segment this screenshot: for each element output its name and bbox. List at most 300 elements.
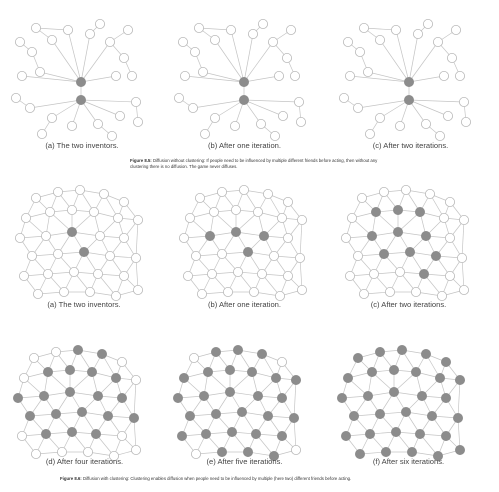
inactive-node [31,23,40,32]
inactive-node [133,117,142,126]
active-node [185,411,194,420]
inactive-node [31,193,40,202]
edge [136,220,138,258]
inactive-node [133,285,142,294]
inactive-node [35,67,44,76]
inactive-node [11,93,20,102]
active-node [379,249,388,258]
active-node [239,95,248,104]
inactive-node [188,103,197,112]
active-node [173,393,182,402]
figure-caption-8-5 [130,158,380,170]
edge [81,76,116,82]
figure-caption-8-6 [60,476,460,482]
inactive-node [353,251,362,260]
inactive-node [282,53,291,62]
inactive-node [363,67,372,76]
active-node [91,429,100,438]
tree-network-c [339,19,470,140]
active-node [435,373,444,382]
inactive-node [99,189,108,198]
inactive-node [231,205,240,214]
active-node [41,429,50,438]
inactive-node [209,207,218,216]
inactive-node [461,117,470,126]
edge [215,100,244,118]
inactive-node [433,37,442,46]
active-node [421,349,430,358]
active-node [391,427,400,436]
active-node [291,375,300,384]
active-node [404,77,413,86]
inactive-node [278,111,287,120]
inactive-node [249,287,258,296]
inactive-node [291,445,300,454]
inactive-node [37,129,46,138]
panel-caption-a-cluster: (a) The two inventors. [47,300,121,309]
inactive-node [423,19,432,28]
active-node [103,411,112,420]
active-node [77,407,86,416]
active-node [65,387,74,396]
edge [68,30,81,82]
inactive-node [455,71,464,80]
inactive-node [248,29,257,38]
inactive-node [183,271,192,280]
active-node [97,349,106,358]
cluster-network-e [173,345,300,460]
edge [396,30,409,82]
active-node [393,205,402,214]
inactive-node [263,189,272,198]
inactive-node [277,357,286,366]
inactive-node [33,289,42,298]
active-node [76,77,85,86]
inactive-node [226,25,235,34]
active-node [65,365,74,374]
inactive-node [47,35,56,44]
inactive-node [253,207,262,216]
active-node [427,411,436,420]
active-node [217,447,226,456]
inactive-node [297,285,306,294]
inactive-node [207,269,216,278]
active-node [225,387,234,396]
inactive-node [191,251,200,260]
inactive-node [295,253,304,262]
active-node [393,227,402,236]
inactive-node [200,129,209,138]
active-node [79,247,88,256]
inactive-node [413,29,422,38]
inactive-node [223,287,232,296]
panel-caption-f-cluster: (f) After six iterations. [372,457,445,466]
active-node [227,427,236,436]
edge [81,100,136,102]
inactive-node [283,233,292,242]
inactive-node [185,213,194,222]
active-node [211,347,220,356]
active-node [365,429,374,438]
inactive-node [105,37,114,46]
inactive-node [345,71,354,80]
inactive-node [443,111,452,120]
panel-caption-c-cluster: (c) After two iterations. [370,300,447,309]
active-node [277,431,286,440]
inactive-node [230,121,239,130]
edge [52,100,81,118]
active-node [251,429,260,438]
active-node [117,393,126,402]
figure-label-8-6: Figure 8.6: [60,476,82,481]
inactive-node [67,121,76,130]
active-node [375,347,384,356]
active-node [421,231,430,240]
inactive-node [445,233,454,242]
inactive-node [41,231,50,240]
active-node [93,391,102,400]
inactive-node [174,93,183,102]
inactive-node [341,233,350,242]
inactive-node [283,197,292,206]
inactive-node [439,213,448,222]
inactive-node [256,119,265,128]
active-node [73,345,82,354]
inactive-node [457,253,466,262]
active-node [67,227,76,236]
inactive-node [269,251,278,260]
edge [81,34,90,82]
tree-network-a [11,19,142,140]
inactive-node [411,287,420,296]
inactive-node [217,187,226,196]
inactive-node [451,25,460,34]
active-node [199,391,208,400]
cluster-network-a [15,185,142,300]
active-node [177,431,186,440]
edge [300,220,302,258]
inactive-node [217,249,226,258]
inactive-node [59,287,68,296]
active-node [129,413,138,422]
inactive-node [190,47,199,56]
inactive-node [365,129,374,138]
inactive-node [435,131,444,140]
inactive-node [194,23,203,32]
edge [81,42,110,82]
inactive-node [391,25,400,34]
inactive-node [178,37,187,46]
inactive-node [385,287,394,296]
cluster-network-b [179,185,306,300]
active-node [343,373,352,382]
edge [358,100,409,108]
active-node [239,77,248,86]
inactive-node [239,185,248,194]
inactive-node [95,231,104,240]
inactive-node [105,251,114,260]
inactive-node [379,187,388,196]
inactive-node [15,37,24,46]
active-node [431,251,440,260]
inactive-node [197,289,206,298]
inactive-node [117,357,126,366]
edge [185,76,244,82]
active-node [253,391,262,400]
edge [244,42,273,82]
active-node [455,375,464,384]
inactive-node [210,35,219,44]
edge [409,34,418,82]
active-node [441,431,450,440]
active-node [289,413,298,422]
panel-caption-d-cluster: (d) After four iterations. [45,457,124,466]
figure-label-8-5: Figure 8.5: [130,158,152,163]
edge [134,380,136,418]
active-node [203,367,212,376]
inactive-node [290,71,299,80]
inactive-node [195,193,204,202]
active-node [263,411,272,420]
inactive-node [198,67,207,76]
active-node [201,429,210,438]
edge [244,100,299,102]
edge [458,380,460,418]
inactive-node [83,447,92,456]
active-node [375,409,384,418]
edge [244,34,253,82]
active-node [371,207,380,216]
edge [244,76,279,82]
inactive-node [21,213,30,222]
tree-network-b [174,19,305,140]
inactive-node [375,113,384,122]
inactive-node [27,47,36,56]
inactive-node [119,197,128,206]
inactive-node [95,19,104,28]
active-node [43,367,52,376]
active-node [404,95,413,104]
active-node [419,269,428,278]
inactive-node [359,289,368,298]
inactive-node [93,119,102,128]
inactive-node [85,29,94,38]
inactive-node [447,53,456,62]
edge [380,100,409,118]
inactive-node [45,207,54,216]
edge [231,30,244,82]
inactive-node [375,35,384,44]
active-node [389,387,398,396]
active-node [341,431,350,440]
inactive-node [85,287,94,296]
active-node [367,367,376,376]
inactive-node [353,103,362,112]
inactive-node [17,431,26,440]
inactive-node [258,19,267,28]
inactive-node [425,189,434,198]
inactive-node [123,25,132,34]
inactive-node [75,185,84,194]
edge [409,76,444,82]
inactive-node [277,213,286,222]
active-node [277,393,286,402]
inactive-node [19,271,28,280]
inactive-node [15,233,24,242]
inactive-node [355,47,364,56]
active-node [453,413,462,422]
inactive-node [270,131,279,140]
inactive-node [53,187,62,196]
inactive-node [210,113,219,122]
inactive-node [131,253,140,262]
active-node [415,207,424,216]
inactive-node [17,71,26,80]
inactive-node [57,447,66,456]
edge [409,100,464,102]
inactive-node [93,269,102,278]
active-node [233,345,242,354]
active-node [417,391,426,400]
active-node [349,411,358,420]
inactive-node [283,271,292,280]
inactive-node [297,215,306,224]
edge [193,100,244,108]
figure-text-8-5: Diffusion without clustering: If people need to be influenced by multiple different friends before acting, then without any clustering there is no diffusion. The game never diffuses. [130,158,378,169]
inactive-node [131,375,140,384]
inactive-node [359,23,368,32]
inactive-node [117,431,126,440]
active-node [257,349,266,358]
edge [462,220,464,258]
active-node [211,409,220,418]
active-node [247,367,256,376]
inactive-node [131,97,140,106]
panel-caption-b-cluster: (b) After one iteration. [207,300,282,309]
inactive-node [47,113,56,122]
inactive-node [294,97,303,106]
inactive-node [274,71,283,80]
active-node [237,407,246,416]
inactive-node [233,267,242,276]
active-node [271,373,280,382]
inactive-node [459,97,468,106]
inactive-node [343,37,352,46]
inactive-node [401,185,410,194]
inactive-node [459,285,468,294]
edge [30,100,81,108]
active-node [337,393,346,402]
edge [350,76,409,82]
panel-caption-c-tree: (c) After two iterations. [372,141,449,150]
inactive-node [29,353,38,362]
active-node [455,445,464,454]
active-node [243,447,252,456]
active-node [389,365,398,374]
edge [22,76,81,82]
active-node [111,373,120,382]
active-node [67,427,76,436]
inactive-node [27,251,36,260]
inactive-node [179,233,188,242]
inactive-node [357,193,366,202]
inactive-node [189,353,198,362]
active-node [51,409,60,418]
inactive-node [345,271,354,280]
inactive-node [395,121,404,130]
inactive-node [63,25,72,34]
inactive-node [395,267,404,276]
inactive-node [69,267,78,276]
active-node [407,447,416,456]
active-node [441,393,450,402]
active-node [397,345,406,354]
inactive-node [107,131,116,140]
inactive-node [51,347,60,356]
edge [294,380,296,418]
edge [409,42,438,82]
inactive-node [127,71,136,80]
active-node [179,373,188,382]
active-node [381,447,390,456]
active-node [76,95,85,104]
inactive-node [53,249,62,258]
inactive-node [25,103,34,112]
active-node [13,393,22,402]
active-node [259,231,268,240]
inactive-node [119,271,128,280]
inactive-node [180,71,189,80]
inactive-node [369,269,378,278]
active-node [415,429,424,438]
cluster-network-c [341,185,468,300]
inactive-node [445,197,454,206]
active-node [401,407,410,416]
inactive-node [268,37,277,46]
inactive-node [421,119,430,128]
active-node [363,391,372,400]
active-node [231,227,240,236]
inactive-node [89,207,98,216]
inactive-node [111,71,120,80]
active-node [243,247,252,256]
active-node [205,231,214,240]
figure-text-8-6: Diffusion with clustering: Clustering enables diffusion when people need to be influenced by multiple (here two) different friends before acting. [82,476,352,481]
inactive-node [459,215,468,224]
inactive-node [131,445,140,454]
inactive-node [119,53,128,62]
inactive-node [113,213,122,222]
inactive-node [347,213,356,222]
inactive-node [286,25,295,34]
inactive-node [339,93,348,102]
inactive-node [19,373,28,382]
inactive-node [43,269,52,278]
panel-caption-e-cluster: (e) After five iterations. [206,457,283,466]
inactive-node [119,233,128,242]
active-node [367,231,376,240]
inactive-node [445,271,454,280]
active-node [39,391,48,400]
active-node [405,247,414,256]
inactive-node [133,215,142,224]
active-node [87,367,96,376]
inactive-node [296,117,305,126]
cluster-network-f [337,345,464,460]
cluster-network-d [13,345,140,460]
inactive-node [115,111,124,120]
active-node [411,367,420,376]
